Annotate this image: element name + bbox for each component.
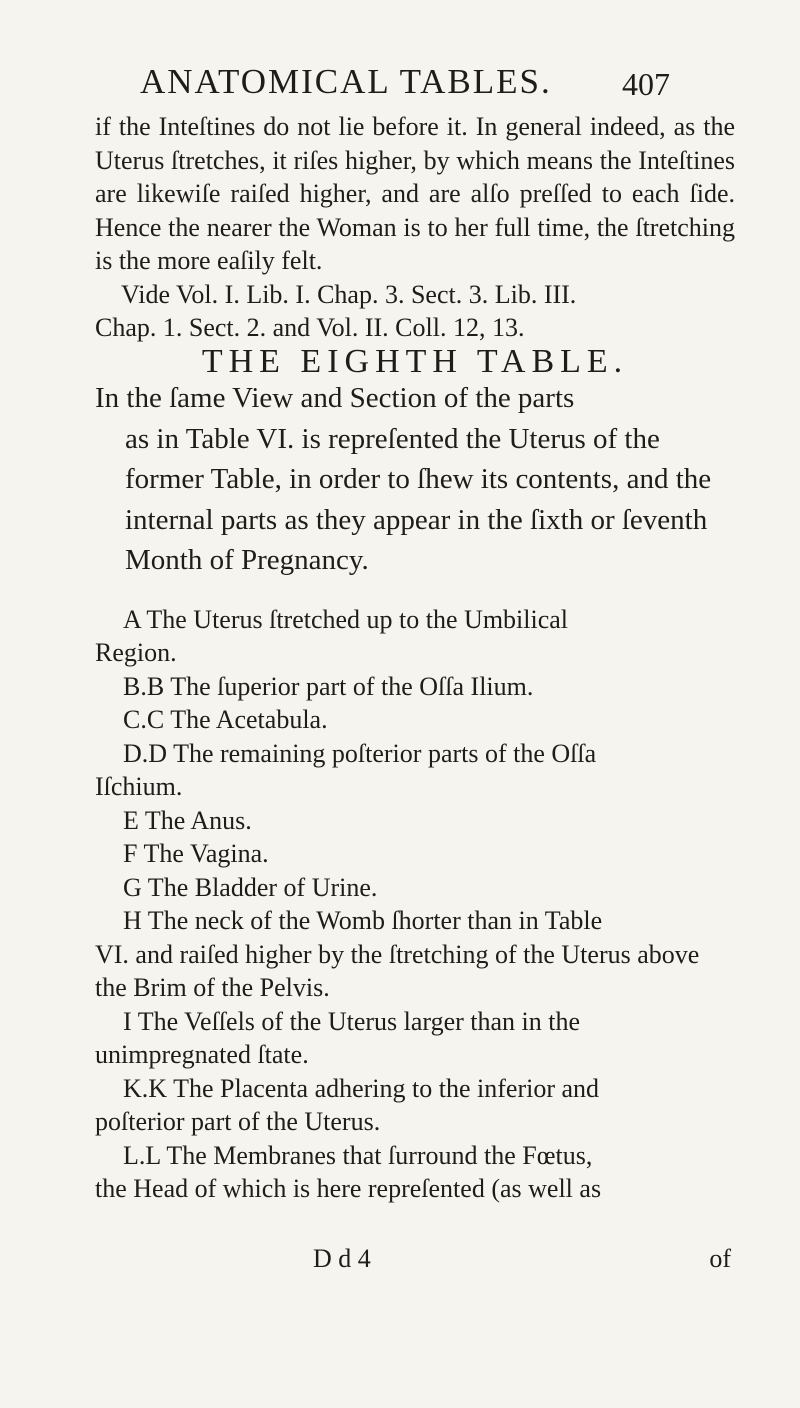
legend-item: [95, 703, 735, 737]
legend-item-continuation: VI. and raiſed higher by the ſtretching of the Uterus above the Brim of the Pelvis.: [95, 939, 700, 1002]
legend-item: [95, 670, 735, 704]
legend-item-continuation: Region.: [95, 638, 177, 667]
legend-item-continuation: the Head of which is here repreſented (as well as: [95, 1174, 602, 1203]
signature-mark: D d 4: [313, 1244, 371, 1273]
page-body: [95, 110, 735, 1206]
page-number: 407: [622, 66, 670, 102]
introduction-first-line: In the ſame View and Section of the parts: [95, 382, 575, 414]
cross-reference-line-1: Vide Vol. I. Lib. I. Chap. 3. Sect. 3. Lib. III.: [121, 279, 577, 309]
legend-item-lead: I The Veſſels of the Uterus larger than in the: [123, 1006, 581, 1036]
legend-item: [95, 837, 735, 871]
catchword: of: [709, 1244, 731, 1273]
legend-item: [95, 1005, 735, 1072]
cross-reference-line-2: Chap. 1. Sect. 2. and Vol. II. Coll. 12, 13.: [95, 313, 525, 342]
legend-item-continuation: unimpregnated ſtate.: [95, 1040, 309, 1069]
legend-item-lead: H The neck of the Womb ſhorter than in Table: [123, 906, 603, 935]
introduction-continuation: as in Table VI. is repreſented the Uterus of the former Table, in order to ſhew its contents, and the internal parts as they appear in the ſixth or ſeventh Month of Pregnancy.: [125, 422, 712, 576]
cross-reference: [95, 278, 735, 345]
running-title: ANATOMICAL TABLES.: [140, 62, 552, 101]
page-footer: [95, 1244, 735, 1278]
legend-item: [95, 804, 735, 838]
legend-item: [95, 603, 735, 670]
legend-item-lead: E The Anus.: [123, 805, 252, 835]
legend-item-lead: L.L The Membranes that ſurround the Fœtus,: [123, 1140, 593, 1170]
legend-item: [95, 904, 735, 1005]
legend-item-continuation: poſterior part of the Uterus.: [95, 1107, 381, 1136]
legend-item: [95, 737, 735, 804]
legend-item-lead: F The Vagina.: [123, 839, 269, 868]
table-introduction: [95, 378, 735, 581]
legend-item-lead: A The Uterus ſtretched up to the Umbilical: [123, 604, 569, 634]
figure-legend: [95, 603, 735, 1206]
legend-item-continuation: Iſchium.: [95, 772, 183, 801]
legend-item-lead: C.C The Acetabula.: [123, 705, 328, 734]
legend-item-lead: B.B The ſuperior part of the Oſſa Ilium.: [123, 671, 534, 701]
legend-item: [95, 871, 735, 905]
legend-item-lead: D.D The remaining poſterior parts of the Oſſa: [123, 738, 597, 768]
legend-item: [95, 1139, 735, 1206]
continuation-paragraph: if the Inteſtines do not lie before it. In general indeed, as the Uterus ſtretches, it riſes higher, by which means the Inteſtines are likewiſe raiſed higher, and are alſo preſſed to each ſide. Hence the nearer the Woman is to her full time, the ſtretching is the more eaſily felt.: [95, 112, 735, 275]
running-header: [140, 62, 670, 102]
table-heading: THE EIGHTH TABLE.: [201, 342, 629, 380]
legend-item-lead: G The Bladder of Urine.: [123, 872, 378, 902]
legend-item: [95, 1072, 735, 1139]
legend-item-lead: K.K The Placenta adhering to the inferior and: [123, 1073, 600, 1103]
